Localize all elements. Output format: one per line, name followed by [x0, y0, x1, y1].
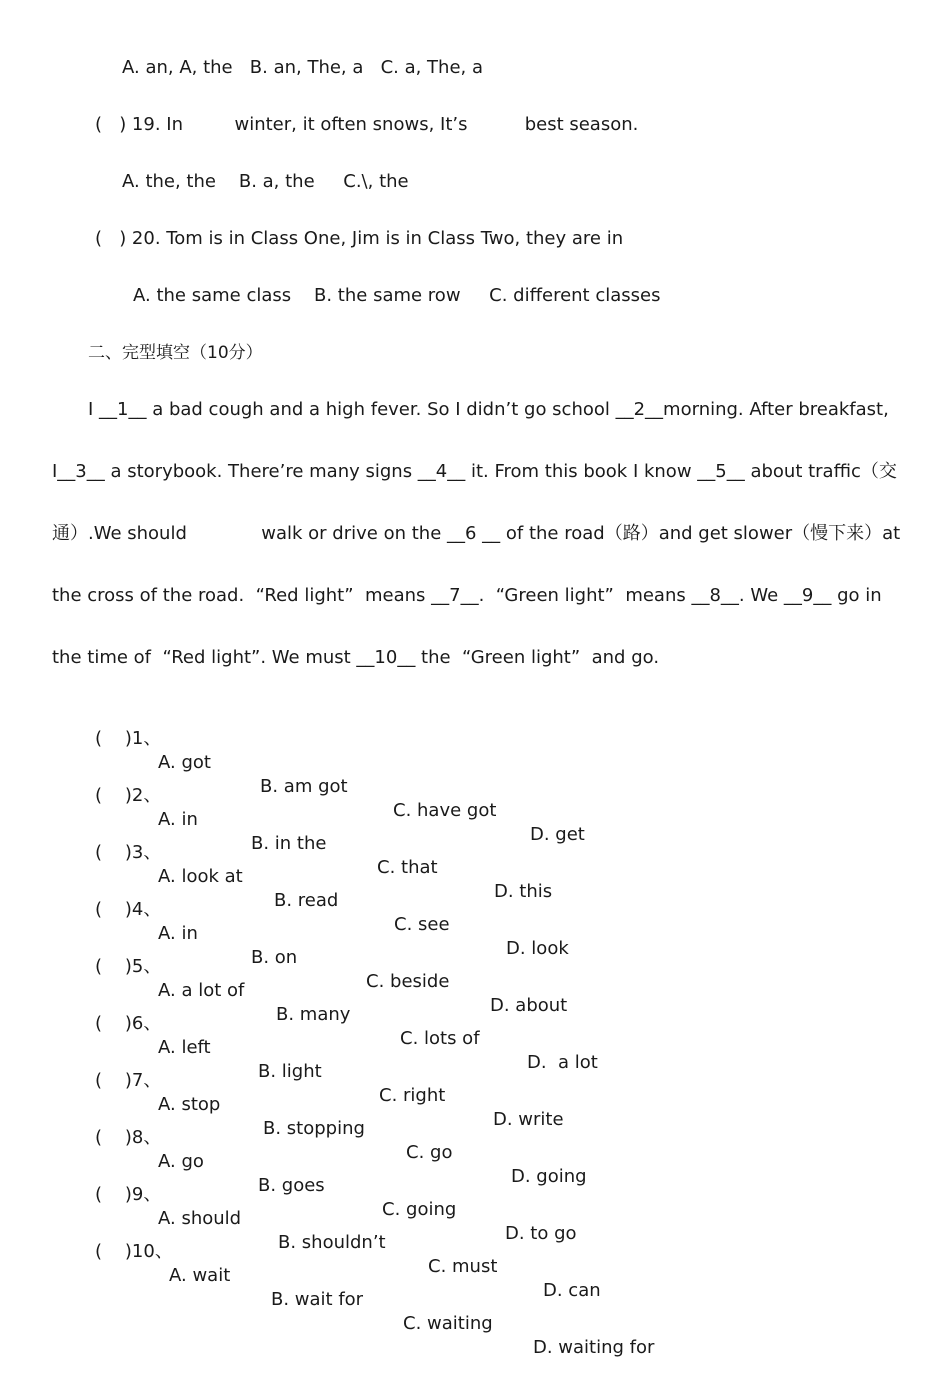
option-b: B. wait for [271, 1289, 364, 1310]
option-c: C. waiting [403, 1313, 493, 1334]
option-c: C. beside [366, 971, 450, 992]
option-a: A. in [158, 809, 198, 830]
option-a: A. wait [169, 1265, 231, 1286]
option-d: D. waiting for [533, 1337, 655, 1358]
option-b: B. shouldn’t [278, 1232, 386, 1253]
question-number: ( )3、 [95, 842, 162, 863]
option-d: D. can [543, 1280, 601, 1301]
question-number: ( )5、 [95, 956, 162, 977]
option-a: A. a lot of [158, 980, 245, 1001]
option-c: C. have got [393, 800, 497, 821]
option-b: B. on [251, 947, 298, 968]
option-b: B. light [258, 1061, 322, 1082]
q20-options: A. the same class B. the same row C. different classes [133, 285, 661, 306]
option-d: D. to go [505, 1223, 577, 1244]
question-number: ( )9、 [95, 1184, 162, 1205]
q20-stem: ( ) 20. Tom is in Class One, Jim is in Class Two, they are in [95, 228, 624, 249]
question-number: ( )6、 [95, 1013, 162, 1034]
question-number: ( )7、 [95, 1070, 162, 1091]
option-d: D. look [506, 938, 569, 959]
option-a: A. should [158, 1208, 242, 1229]
option-a: A. look at [158, 866, 243, 887]
passage-line: 通）.We should walk or drive on the __6 __ of the road（路）and get slower（慢下来）at [52, 523, 901, 544]
q19-options: A. the, the B. a, the C.\, the [122, 171, 409, 192]
option-b: B. in the [251, 833, 327, 854]
option-a: A. go [158, 1151, 204, 1172]
passage-line: I__3__ a storybook. There’re many signs __4__ it. From this book I know __5__ about traffic（交 [52, 461, 897, 482]
option-c: C. right [379, 1085, 446, 1106]
option-d: D. this [494, 881, 553, 902]
passage-line: the cross of the road. “Red light” means __7__. “Green light” means __8__. We __9__ go in [52, 585, 882, 606]
option-c: C. see [394, 914, 450, 935]
option-d: D. going [511, 1166, 587, 1187]
option-d: D. get [530, 824, 585, 845]
option-d: D. write [493, 1109, 564, 1130]
option-b: B. goes [258, 1175, 325, 1196]
option-c: C. must [428, 1256, 498, 1277]
section-title: 二、完型填空（10分） [88, 343, 263, 363]
passage-line: the time of “Red light”. We must __10__ the “Green light” and go. [52, 647, 660, 668]
question-number: ( )2、 [95, 785, 162, 806]
question-number: ( )1、 [95, 728, 162, 749]
option-d: D. about [490, 995, 568, 1016]
option-b: B. am got [260, 776, 348, 797]
option-c: C. that [377, 857, 438, 878]
option-c: C. go [406, 1142, 453, 1163]
option-b: B. read [274, 890, 339, 911]
question-number: ( )10、 [95, 1241, 173, 1262]
option-a: A. left [158, 1037, 211, 1058]
passage-line: I __1__ a bad cough and a high fever. So I didn’t go school __2__morning. After breakfast, [88, 399, 889, 420]
option-c: C. lots of [400, 1028, 480, 1049]
q18-options: A. an, A, the B. an, The, a C. a, The, a [122, 57, 484, 78]
option-c: C. going [382, 1199, 457, 1220]
option-a: A. got [158, 752, 211, 773]
option-b: B. stopping [263, 1118, 365, 1139]
option-a: A. stop [158, 1094, 221, 1115]
question-number: ( )4、 [95, 899, 162, 920]
q19-stem: ( ) 19. In winter, it often snows, It’s best season. [95, 114, 639, 135]
option-a: A. in [158, 923, 198, 944]
question-number: ( )8、 [95, 1127, 162, 1148]
option-d: D. a lot [527, 1052, 598, 1073]
option-b: B. many [276, 1004, 351, 1025]
